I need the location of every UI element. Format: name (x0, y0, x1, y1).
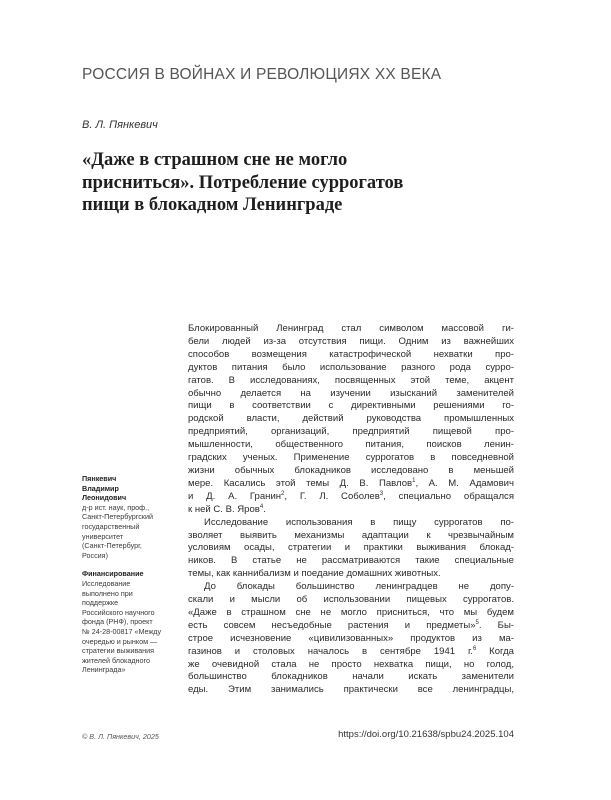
body-line (188, 646, 514, 659)
body-text-run: Когда (476, 645, 514, 657)
body-line: предприятий, организаций, предприятий пищевой про- (188, 426, 514, 438)
body-line: бели людей из-за отсутствия пищи. Одним из важнейших (188, 335, 514, 347)
funding-line: № 24-28-00817 «Между (82, 626, 162, 636)
article-title-line: присниться». Потребление суррогатов (82, 172, 404, 193)
body-line: пищи в соответствии с директивными решениями го- (188, 400, 514, 412)
copyright-notice: © В. Л. Пянкевич, 2025 (82, 732, 159, 741)
author-info-line: государственный (82, 521, 140, 531)
funding-line: стратегии выживания (82, 646, 154, 656)
funding-line: очередью и рынком — (82, 636, 158, 646)
body-text-run: к ней С. В. Яров (188, 503, 260, 515)
body-line: обычно делается на изучении изысканий заменителей (188, 387, 514, 399)
article-title (82, 149, 522, 217)
body-line: еды. Этим занимались практически все ленинградцы, (188, 684, 514, 696)
body-line: ников. В статье не рассматриваются такие специальные (188, 555, 514, 567)
body-line: строе исчезновение «цивилизованных» продуктов из ма- (188, 632, 514, 644)
body-line: дуктов питания было использование разного рода сурро- (188, 361, 514, 373)
footnote-ref: 2 (281, 490, 285, 497)
body-line: способов возмещения катастрофической нехватки про- (188, 348, 514, 360)
body-line (188, 620, 514, 633)
body-line: Блокированный Ленинград стал символом массовой ги- (188, 323, 514, 334)
body-line: Исследование использования в пищу суррогатов по- (204, 516, 514, 528)
body-text-run: и Д. А. Гранин (188, 490, 282, 502)
funding-line: фонда (РНФ), проект (82, 617, 153, 627)
funding-line: Ленинграда» (82, 665, 126, 675)
author-info-line: д-р ист. наук, проф., (82, 502, 150, 512)
body-text-run: . (263, 503, 266, 515)
body-line: «Даже в страшном сне не могло присниться, что мы будем (188, 606, 514, 618)
footnote-ref: 1 (412, 477, 416, 484)
body-line: скали и мысли об использовании пищевых суррогатов. (188, 594, 514, 606)
funding-line: Исследование (82, 578, 131, 588)
author-name-line: Пянкевич (82, 474, 117, 483)
body-text-run: . Бы- (478, 619, 514, 631)
section-heading: РОССИЯ В ВОЙНАХ И РЕВОЛЮЦИЯХ XX ВЕКА (82, 66, 442, 83)
body-line: родской власти, действий руководства промышленных (188, 413, 514, 425)
body-line (188, 491, 514, 504)
footnote-ref: 3 (379, 490, 384, 497)
article-title-line: пищи в блокадном Ленинграде (82, 195, 343, 215)
body-line: мышленности, общественного питания, поисков ленин- (188, 439, 514, 451)
body-text-run: , Г. Л. Соболев (284, 490, 380, 502)
article-title-line: «Даже в страшном сне не могло (82, 150, 348, 170)
author-info-line: университет (82, 531, 124, 541)
body-line: До блокады большинство ленинградцев не допу- (204, 581, 514, 593)
funding-line: выполнено при (82, 588, 133, 598)
body-line: гатов. В исследованиях, посвященных этой теме, акцент (188, 374, 514, 386)
author-info-line: (Санкт-Петербург, (82, 541, 142, 551)
body-text-run: газинов и столовых началось в сентябре 1941 г. (188, 645, 473, 657)
author-name-line: Леонидович (82, 493, 127, 503)
author-name-line: Владимир (82, 483, 119, 493)
article-author: В. Л. Пянкевич (82, 119, 158, 131)
funding-line: жителей блокадного (82, 655, 150, 665)
body-line: большинство блокадников начали искать заменители (188, 671, 514, 683)
footnote-ref: 5 (475, 619, 479, 626)
body-line: темы, как каннибализм и поедание домашних животных. (188, 568, 441, 580)
body-line (188, 504, 514, 517)
body-text-run: мере. Касались этой темы Д. В. Павлов (188, 477, 413, 489)
body-line (188, 478, 514, 491)
funding-heading: Финансирование (82, 569, 144, 579)
body-line: зволяет выявить механизмы адаптации к чрезвычайным (188, 529, 514, 541)
funding-line: поддержке (82, 598, 119, 608)
body-line: условиям осады, стратегии и практики выживания блокад- (188, 542, 514, 554)
body-text-run: есть совсем несъедобные растения и предметы» (188, 619, 476, 631)
sidebar-spacer (82, 560, 182, 569)
author-sidebar (82, 474, 182, 675)
body-text-run: , А. М. Адамович (415, 477, 514, 489)
body-line: жизни обычных блокадников исследовано в меньшей (188, 464, 514, 476)
footnote-ref: 6 (472, 645, 477, 652)
body-text-run: , специально обращался (383, 490, 514, 502)
article-body (188, 323, 514, 697)
funding-line: Российского научного (82, 607, 155, 617)
footnote-ref: 4 (259, 503, 264, 510)
body-line: же очевидной стала не просто нехватка пищи, но голод, (188, 658, 514, 670)
body-line: градских ученых. Применение суррогатов в повседневной (188, 452, 514, 464)
author-info-line: Санкт-Петербургский (82, 512, 153, 522)
author-info-line: Россия) (82, 550, 108, 560)
doi-link[interactable]: https://doi.org/10.21638/spbu24.2025.104 (338, 729, 514, 740)
